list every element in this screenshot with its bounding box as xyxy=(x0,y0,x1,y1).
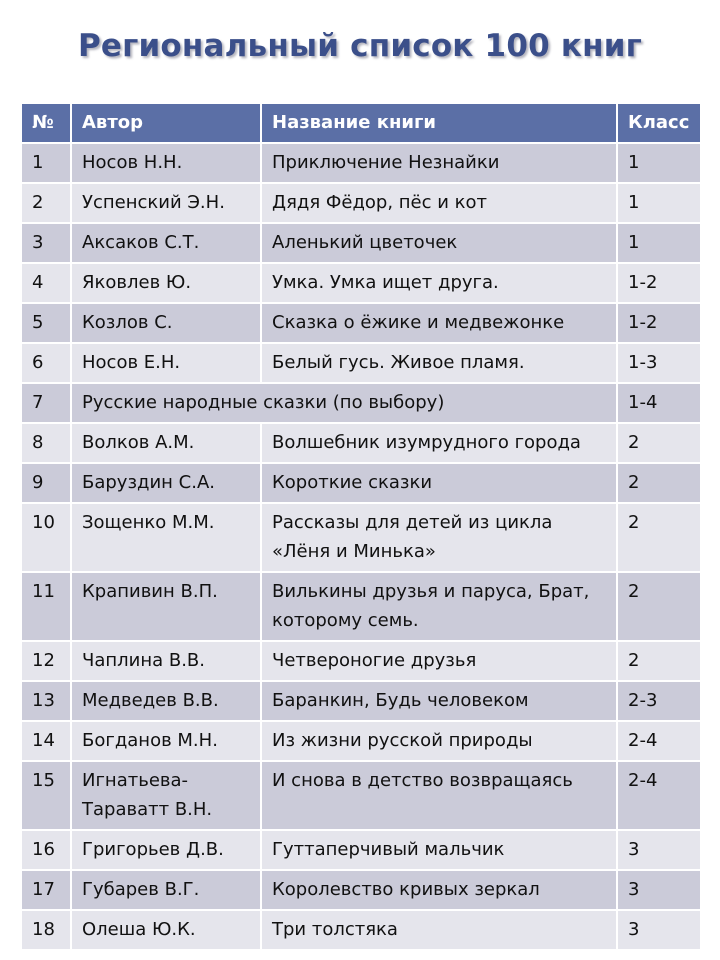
table-row xyxy=(21,641,701,681)
cell-author: Русские народные сказки (по выбору) xyxy=(71,383,617,423)
cell-book-title: Баранкин, Будь человеком xyxy=(261,681,617,721)
table-row xyxy=(21,572,701,641)
cell-book-title: Из жизни русской природы xyxy=(261,721,617,761)
page-title: Региональный список 100 книг xyxy=(77,28,643,64)
cell-grade: 2 xyxy=(617,503,701,572)
table-row xyxy=(21,830,701,870)
cell-number: 1 xyxy=(21,143,71,183)
cell-number: 2 xyxy=(21,183,71,223)
cell-number: 12 xyxy=(21,641,71,681)
cell-author: Григорьев Д.В. xyxy=(71,830,261,870)
header-grade: Класс xyxy=(617,103,701,143)
table-row xyxy=(21,423,701,463)
cell-author: Зощенко М.М. xyxy=(71,503,261,572)
cell-number: 17 xyxy=(21,870,71,910)
books-table xyxy=(20,102,702,951)
table-row xyxy=(21,463,701,503)
cell-book-title: Сказка о ёжике и медвежонке xyxy=(261,303,617,343)
table-row xyxy=(21,870,701,910)
cell-author: Баруздин С.А. xyxy=(71,463,261,503)
cell-number: 11 xyxy=(21,572,71,641)
cell-author: Игнатьева-Тараватт В.Н. xyxy=(71,761,261,830)
cell-grade: 3 xyxy=(617,910,701,950)
cell-author: Медведев В.В. xyxy=(71,681,261,721)
cell-author: Чаплина В.В. xyxy=(71,641,261,681)
cell-grade: 3 xyxy=(617,830,701,870)
cell-number: 6 xyxy=(21,343,71,383)
cell-grade: 1-4 xyxy=(617,383,701,423)
cell-book-title: Королевство кривых зеркал xyxy=(261,870,617,910)
cell-grade: 1 xyxy=(617,223,701,263)
cell-author: Успенский Э.Н. xyxy=(71,183,261,223)
cell-book-title: Короткие сказки xyxy=(261,463,617,503)
cell-grade: 1 xyxy=(617,183,701,223)
table-row xyxy=(21,503,701,572)
cell-grade: 1 xyxy=(617,143,701,183)
table-row xyxy=(21,343,701,383)
cell-book-title: Вилькины друзья и паруса, Брат, которому семь. xyxy=(261,572,617,641)
table-row xyxy=(21,303,701,343)
cell-book-title: И снова в детство возвращаясь xyxy=(261,761,617,830)
cell-book-title: Три толстяка xyxy=(261,910,617,950)
table-row xyxy=(21,761,701,830)
cell-grade: 2-3 xyxy=(617,681,701,721)
table-row xyxy=(21,223,701,263)
cell-number: 8 xyxy=(21,423,71,463)
table-header-row xyxy=(21,103,701,143)
cell-author: Носов Н.Н. xyxy=(71,143,261,183)
header-book-title: Название книги xyxy=(261,103,617,143)
cell-grade: 2 xyxy=(617,463,701,503)
cell-author: Губарев В.Г. xyxy=(71,870,261,910)
cell-grade: 2 xyxy=(617,641,701,681)
cell-number: 7 xyxy=(21,383,71,423)
cell-number: 16 xyxy=(21,830,71,870)
cell-grade: 2-4 xyxy=(617,761,701,830)
cell-book-title: Приключение Незнайки xyxy=(261,143,617,183)
cell-grade: 1-2 xyxy=(617,303,701,343)
cell-number: 18 xyxy=(21,910,71,950)
cell-book-title: Умка. Умка ищет друга. xyxy=(261,263,617,303)
table-row xyxy=(21,263,701,303)
header-number: № xyxy=(21,103,71,143)
cell-author: Яковлев Ю. xyxy=(71,263,261,303)
cell-grade: 2-4 xyxy=(617,721,701,761)
cell-number: 5 xyxy=(21,303,71,343)
cell-book-title: Аленький цветочек xyxy=(261,223,617,263)
cell-author: Козлов С. xyxy=(71,303,261,343)
cell-grade: 2 xyxy=(617,572,701,641)
cell-author: Аксаков С.Т. xyxy=(71,223,261,263)
cell-book-title: Дядя Фёдор, пёс и кот xyxy=(261,183,617,223)
cell-number: 15 xyxy=(21,761,71,830)
cell-author: Волков А.М. xyxy=(71,423,261,463)
cell-number: 14 xyxy=(21,721,71,761)
cell-grade: 1-3 xyxy=(617,343,701,383)
cell-author: Носов Е.Н. xyxy=(71,343,261,383)
header-author: Автор xyxy=(71,103,261,143)
cell-number: 9 xyxy=(21,463,71,503)
cell-book-title: Рассказы для детей из цикла «Лёня и Минька» xyxy=(261,503,617,572)
cell-book-title: Волшебник изумрудного города xyxy=(261,423,617,463)
cell-author: Богданов М.Н. xyxy=(71,721,261,761)
table-row xyxy=(21,143,701,183)
table-row xyxy=(21,721,701,761)
cell-grade: 1-2 xyxy=(617,263,701,303)
cell-book-title: Четвероногие друзья xyxy=(261,641,617,681)
cell-number: 4 xyxy=(21,263,71,303)
table-row xyxy=(21,183,701,223)
table-row xyxy=(21,383,701,423)
cell-book-title: Белый гусь. Живое пламя. xyxy=(261,343,617,383)
cell-number: 13 xyxy=(21,681,71,721)
cell-grade: 2 xyxy=(617,423,701,463)
table-row xyxy=(21,681,701,721)
cell-author: Крапивин В.П. xyxy=(71,572,261,641)
cell-book-title: Гуттаперчивый мальчик xyxy=(261,830,617,870)
cell-grade: 3 xyxy=(617,870,701,910)
cell-number: 10 xyxy=(21,503,71,572)
cell-author: Олеша Ю.К. xyxy=(71,910,261,950)
table-row xyxy=(21,910,701,950)
cell-number: 3 xyxy=(21,223,71,263)
